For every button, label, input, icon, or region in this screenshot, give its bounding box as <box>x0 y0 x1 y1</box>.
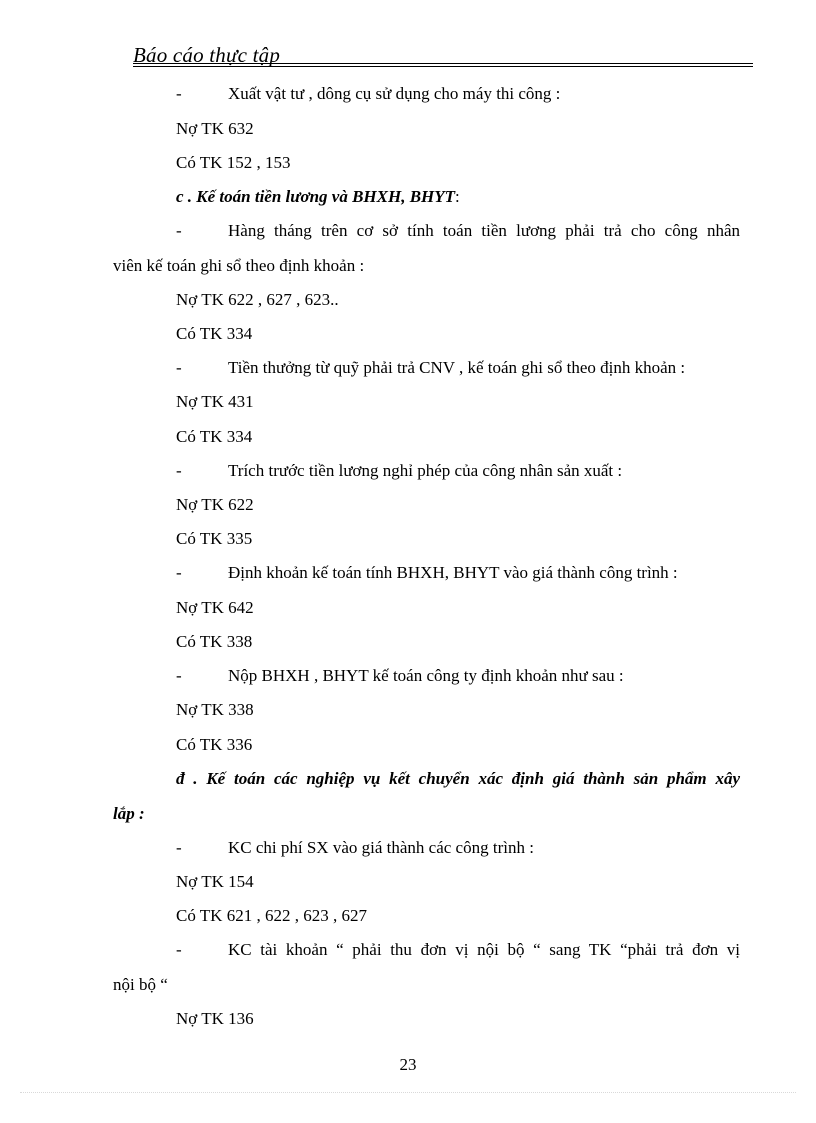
page-number: 23 <box>399 1055 417 1074</box>
bullet-dash: - <box>176 358 182 377</box>
body-line: Nợ TK 622 <box>176 495 254 514</box>
header-rule-top <box>133 63 753 64</box>
body-line: Có TK 338 <box>176 632 253 651</box>
report-header-title: Báo cáo thực tập <box>133 43 281 67</box>
body-line: KC chi phí SX vào giá thành các công trình : <box>228 838 534 857</box>
header-rule-bottom <box>133 66 753 67</box>
body-line: Có TK 336 <box>176 735 253 754</box>
section-heading-d: đ . Kế toán các nghiệp vụ kết chuyển xác định giá thành sản phẩm xây <box>176 769 740 788</box>
body-line: nội bộ “ <box>113 975 168 994</box>
body-line: Nợ TK 622 , 627 , 623.. <box>176 290 339 309</box>
bullet-dash: - <box>176 461 182 480</box>
body-line: Nộp BHXH , BHYT kế toán công ty định khoản như sau : <box>228 666 624 685</box>
bullet-dash: - <box>176 838 182 857</box>
body-line: Nợ TK 632 <box>176 119 254 138</box>
bullet-dash: - <box>176 940 182 959</box>
bullet-dash: - <box>176 84 182 103</box>
body-line: Nợ TK 338 <box>176 700 254 719</box>
section-heading-d-cont: lắp : <box>113 804 145 823</box>
body-line: Định khoản kế toán tính BHXH, BHYT vào giá thành công trình : <box>228 563 678 582</box>
body-line: Có TK 621 , 622 , 623 , 627 <box>176 906 367 925</box>
bullet-dash: - <box>176 563 182 582</box>
body-line: Có TK 334 <box>176 324 253 343</box>
body-line: Nợ TK 642 <box>176 598 254 617</box>
body-line: KC tài khoản “ phải thu đơn vị nội bộ “ sang TK “phải trả đơn vị <box>228 940 740 959</box>
body-line: Nợ TK 136 <box>176 1009 254 1028</box>
body-line: Có TK 334 <box>176 427 253 446</box>
body-line: Có TK 152 , 153 <box>176 153 291 172</box>
body-line: Nợ TK 154 <box>176 872 254 891</box>
body-line: Tiền thưởng từ quỹ phải trả CNV , kế toán ghi sổ theo định khoản : <box>228 358 686 377</box>
body-line: Nợ TK 431 <box>176 392 254 411</box>
body-line: viên kế toán ghi sổ theo định khoản : <box>113 256 365 275</box>
bullet-dash: - <box>176 666 182 685</box>
page-bottom-divider <box>20 1092 796 1093</box>
body-line: Trích trước tiền lương nghỉ phép của công nhân sản xuất : <box>228 461 623 480</box>
body-line: Có TK 335 <box>176 529 253 548</box>
body-line: Xuất vật tư , dông cụ sử dụng cho máy thi công : <box>228 84 561 103</box>
bullet-dash: - <box>176 221 182 240</box>
body-line: Hàng tháng trên cơ sở tính toán tiền lương phải trả cho công nhân <box>228 221 740 240</box>
section-heading-c: c . Kế toán tiền lương và BHXH, BHYT: <box>176 187 460 206</box>
